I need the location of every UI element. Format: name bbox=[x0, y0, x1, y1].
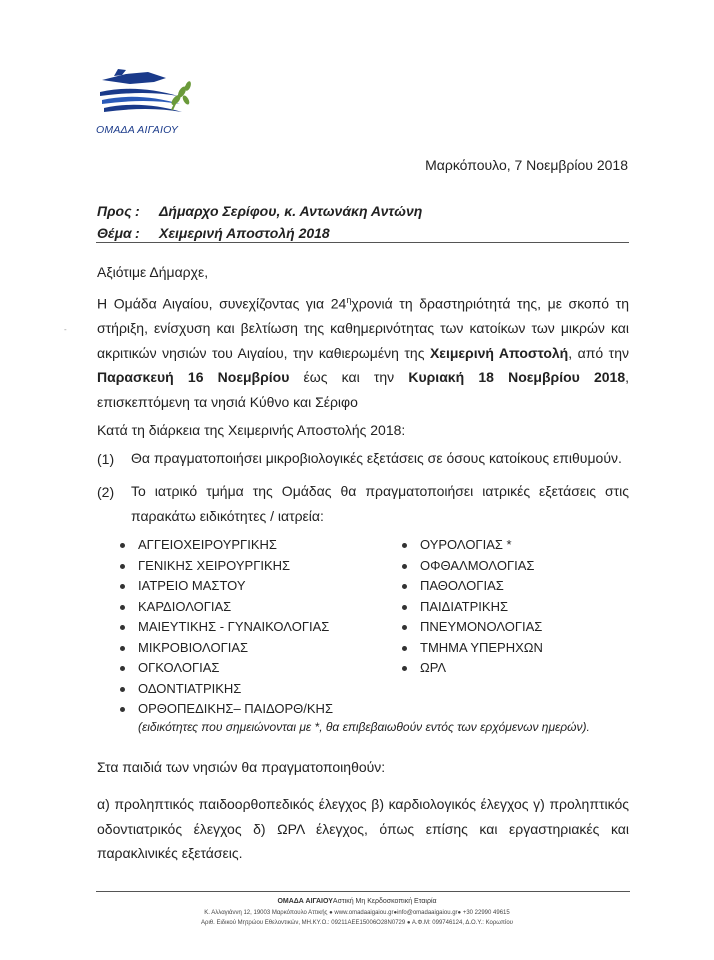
item-number-1: (1) bbox=[97, 451, 115, 467]
during-heading: Κατά τη διάρκεια της Χειμερινής Αποστολής 2018: bbox=[97, 422, 406, 438]
footer-registry: Αριθ. Ειδικού Μητρώου Εθελοντικών, ΜΗ.ΚΥ.Ο.: 09211ΑΕΕ15006Ο28Ν0729 ● Α.Φ.Μ: 099746124, Δ.Ο.Υ.: Κορωπίου bbox=[201, 920, 513, 926]
item-number-2: (2) bbox=[97, 484, 115, 500]
bullet-icon bbox=[402, 543, 407, 548]
bullet-icon bbox=[402, 605, 407, 610]
bullet-icon bbox=[120, 707, 125, 712]
recipient-line bbox=[97, 203, 422, 219]
list-item: ΠΑΘΟΛΟΓΙΑΣ bbox=[400, 576, 543, 597]
list-item: ΚΑΡΔΙΟΛΟΓΙΑΣ bbox=[118, 597, 333, 618]
bullet-icon bbox=[120, 543, 125, 548]
list-item: ΤΜΗΜΑ ΥΠΕΡΗΧΩΝ bbox=[400, 638, 543, 659]
bullet-icon bbox=[402, 666, 407, 671]
children-heading: Στα παιδιά των νησιών θα πραγματοποιηθούν: bbox=[97, 759, 386, 775]
list-item: ΟΔΟΝΤΙΑΤΡΙΚΗΣ bbox=[118, 679, 333, 700]
list-item: ΟΦΘΑΛΜΟΛΟΓΙΑΣ bbox=[400, 556, 543, 577]
greeting: Αξιότιμε Δήμαρχε, bbox=[97, 264, 209, 280]
list-item: ΓΕΝΙΚΗΣ ΧΕΙΡΟΥΡΓΙΚΗΣ bbox=[118, 556, 333, 577]
logo bbox=[96, 66, 196, 144]
bullet-icon bbox=[120, 666, 125, 671]
bullet-icon bbox=[402, 646, 407, 651]
list-item: ΩΡΛ bbox=[400, 658, 543, 679]
bullet-icon bbox=[120, 605, 125, 610]
children-paragraph: α) προληπτικός παιδοορθοπεδικός έλεγχος β) καρδιολογικός έλεγχος γ) προληπτικός οδοντιατρικός έλεγχος δ) ΩΡΛ έλεγχος, όπως επίσης και εργαστηριακές και παρακλινικές εξετάσεις. bbox=[97, 796, 629, 861]
recipient-colon: : bbox=[135, 203, 140, 219]
header-divider bbox=[96, 242, 629, 243]
subject-line bbox=[97, 225, 330, 241]
specialties-left-list bbox=[118, 535, 333, 720]
list-item: ΟΡΘΟΠΕΔΙΚΗΣ– ΠΑΙΔΟΡΘ/ΚΗΣ bbox=[118, 699, 333, 720]
subject-key: Θέμα bbox=[97, 225, 132, 241]
letter-date: Μαρκόπουλο, 7 Νοεμβρίου 2018 bbox=[425, 157, 628, 173]
item-text-2: Το ιατρικό τμήμα της Ομάδας θα πραγματοποιήσει ιατρικές εξετάσεις στις παρακάτω ειδικότητες / ιατρεία: bbox=[131, 483, 629, 524]
specialties-right-list bbox=[400, 535, 543, 679]
bullet-icon bbox=[120, 564, 125, 569]
bullet-icon bbox=[402, 564, 407, 569]
list-item: ΑΓΓΕΙΟΧΕΙΡΟΥΡΓΙΚΗΣ bbox=[118, 535, 333, 556]
footer-org: ΟΜΑΔΑ ΑΙΓΑΙΟΥΑστική Μη Κερδοσκοπική Εταιρία bbox=[277, 898, 437, 905]
bullet-icon bbox=[402, 584, 407, 589]
list-item: ΜΑΙΕΥΤΙΚΗΣ - ΓΥΝΑΙΚΟΛΟΓΙΑΣ bbox=[118, 617, 333, 638]
recipient-value: Δήμαρχο Σερίφου, κ. Αντωνάκη Αντώνη bbox=[159, 203, 423, 219]
specialties-note: (ειδικότητες που σημειώνονται με *, θα επιβεβαιωθούν εντός των ερχόμενων ημερών). bbox=[138, 720, 590, 734]
list-item: ΟΓΚΟΛΟΓΙΑΣ bbox=[118, 658, 333, 679]
list-item: ΙΑΤΡΕΙΟ ΜΑΣΤΟΥ bbox=[118, 576, 333, 597]
subject-value: Χειμερινή Αποστολή 2018 bbox=[159, 225, 330, 241]
bullet-icon bbox=[120, 584, 125, 589]
subject-colon: : bbox=[135, 225, 140, 241]
bullet-icon bbox=[120, 625, 125, 630]
logo-boat-icon bbox=[96, 66, 196, 122]
recipient-key: Προς bbox=[97, 203, 132, 219]
bullet-icon bbox=[402, 625, 407, 630]
margin-mark: - bbox=[64, 325, 67, 334]
item-text-1: Θα πραγματοποιήσει μικροβιολογικές εξετάσεις σε όσους κατοίκους επιθυμούν. bbox=[131, 450, 622, 466]
bullet-icon bbox=[120, 646, 125, 651]
list-item: ΠΝΕΥΜΟΝΟΛΟΓΙΑΣ bbox=[400, 617, 543, 638]
list-item: ΜΙΚΡΟΒΙΟΛΟΓΙΑΣ bbox=[118, 638, 333, 659]
logo-text: ΟΜΑΔΑ ΑΙΓΑΙΟΥ bbox=[96, 124, 179, 136]
bullet-icon bbox=[120, 687, 125, 692]
list-item: ΟΥΡΟΛΟΓΙΑΣ * bbox=[400, 535, 543, 556]
footer-divider bbox=[96, 891, 630, 892]
list-item: ΠΑΙΔΙΑΤΡΙΚΗΣ bbox=[400, 597, 543, 618]
footer-address: Κ. Αλλαγιάννη 12, 19003 Μαρκόπουλο Αττικής ● www.omadaaigaiou.gr●info@omadaaigaiou.gr● +30 22990 49615 bbox=[204, 910, 510, 916]
intro-paragraph: Η Ομάδα Αιγαίου, συνεχίζοντας για $24^\eta\chi\rho o\nu\iota ά$ τη δραστηριότητά της, με σκοπό τη στήριξη, ενίσχυση και βελτίωση της καθημερινότητας των κατοίκων των μικρών και ακριτικών νησιών του Αιγαίου, την καθιερωμένη της Χειμερινή Αποστολή, από την Παρασκευή 16 Νοεμβρίου έως και την Κυριακή 18 Νοεμβρίου 2018, επισκεπτόμενη τα νησιά Κύθνο και Σέριφο bbox=[97, 295, 630, 410]
